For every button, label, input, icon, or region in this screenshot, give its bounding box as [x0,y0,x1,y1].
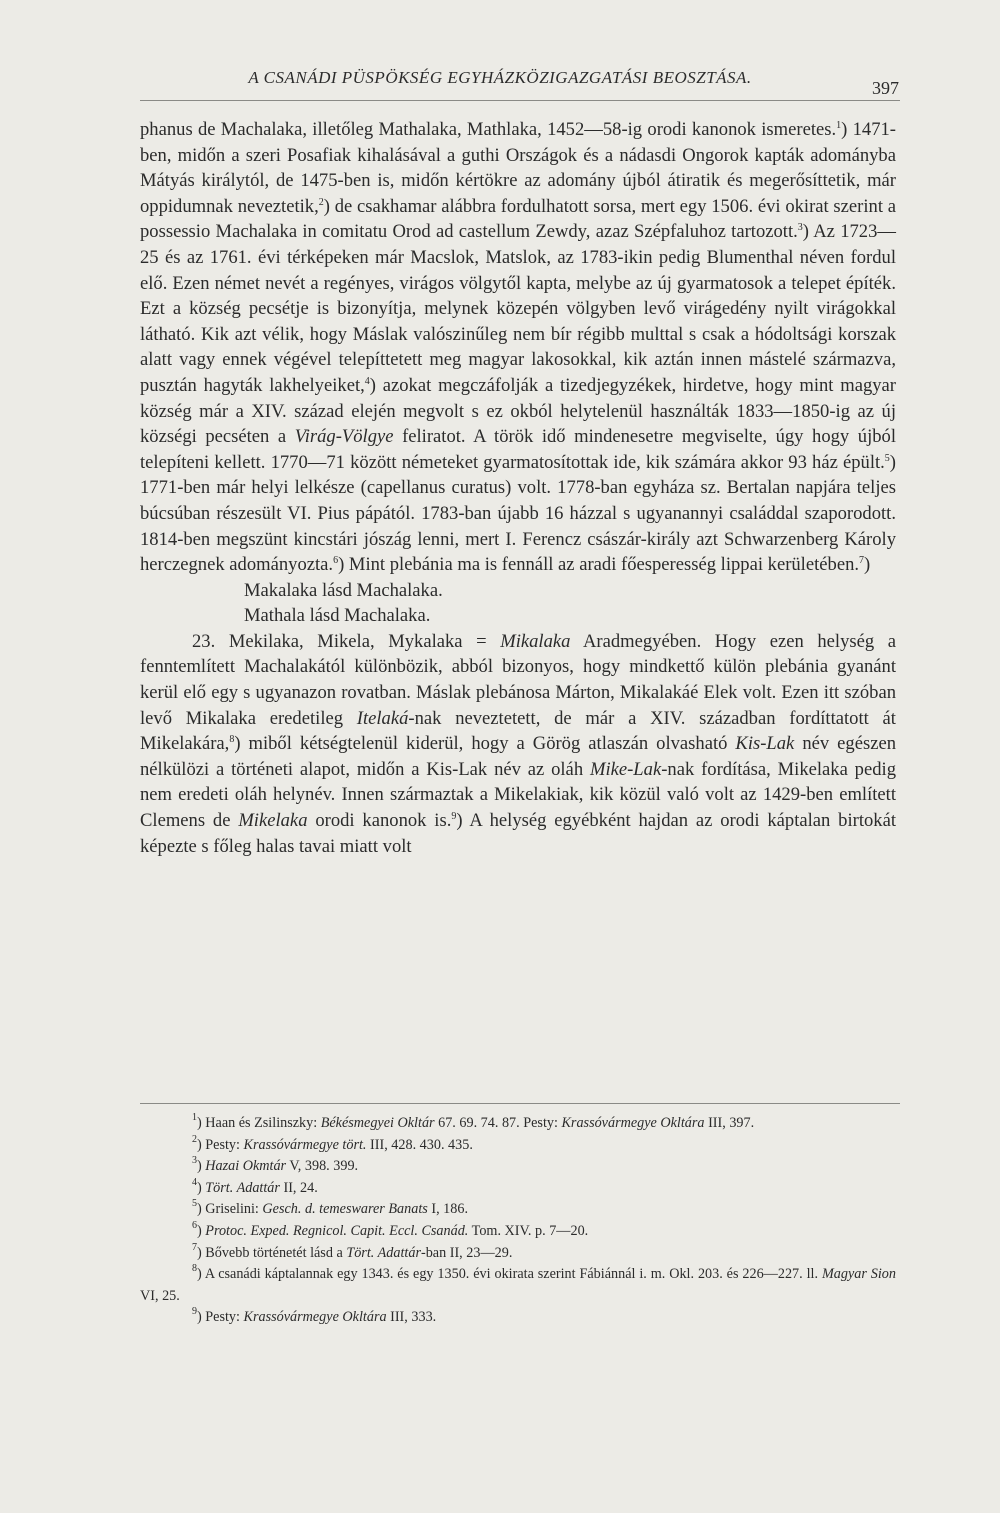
text-run: ) miből kétségtelenül kiderül, hogy a Görög atlaszán olvasható [234,733,736,755]
text-run: III, 397. [704,1115,755,1131]
footnote-marker: 4 [364,375,370,387]
italic-text: Virág-Völgye [294,426,394,448]
footnote-marker: 2 [192,1133,197,1145]
footnote-5 [140,1199,896,1221]
text-run: I, 186. [427,1201,468,1218]
text-run: ) A csanádi káptalannak egy 1343. és egy 1350. évi okirata szerint Fábiánnál i. m. Okl. 203. és 226—227. ll. [197,1266,822,1283]
footnote-marker: 3 [192,1155,197,1167]
text-run: III, 428. 430. 435. [366,1136,473,1153]
text-run: 23. Mekilaka, Mikela, Mykalaka = [192,630,501,652]
italic-text: Kis-Lak [735,733,795,755]
footnote-1 [140,1113,896,1135]
italic-text: Krassóvármegye Okltára [243,1309,387,1326]
text-run: ) A helység egyébként hajdan az orodi káptalan birtokát képezte s főleg halas tavai miatt volt [140,810,896,857]
italic-text: Krassóvármegye tört. [243,1136,367,1153]
footnote-marker: 3 [797,222,803,234]
text-run: VI, 25. [140,1287,180,1304]
footnote-marker: 1 [836,120,842,131]
text-run: -nak fordítása, Mikelaka pedig nem eredeti oláh helynév. Innen származtak a Mikelakiak, kik közül való volt az 1429-ben említett Clemens de [140,758,896,832]
footnote-7 [140,1243,896,1265]
footnote-8 [140,1264,896,1307]
footnote-marker: 6 [333,555,339,567]
footnote-6 [140,1221,896,1243]
footnote-3 [140,1156,896,1178]
text-run: ) de csakhamar alábbra fordulhatott sorsa, mert egy 1506. évi okirat szerint a possessio Machalaka in comitatu Orod ad castellum Zewdy, azaz Szépfaluhoz tartozott. [140,195,896,243]
paragraph-mikalaka [140,629,896,859]
header-rule [140,100,900,101]
text-run: -nak neveztetett, de már a XIV. században fordíttatott át Mikelakára, [140,707,896,755]
text-run: phanus de Machalaka, illetőleg Mathalaka, Mathlaka, 1452—58-ig orodi kanonok ismeretes. [140,119,837,140]
italic-text: Krassóvármegye Okltára [561,1115,705,1131]
footnote-marker: 5 [884,452,890,464]
text-run: ) 1471-ben, midőn a szeri Posafiak kihalásával a guthi Országok és a nádasdi Ongorok kapták adományba Mátyás királytól, de 1475-ben is, midőn kértökre az adomány újból átiratik és megerősíttetik, már oppidumnak neveztetik, [140,119,896,217]
text-run: ) 1771-ben már helyi lelkésze (capellanus curatus) volt. 1778-ban egyháza sz. Bertalan napjára teljes búcsúban részesült VI. Pius pápától. 1783-ban újabb 16 házzal s ugyanannyi családdal szaporodott. 1814-ben megszünt kincstári jószág lenni, mert I. Ferencz császár-király azt Schwarzenberg Károly herczegnek adományozta. [140,451,896,576]
italic-text: Mikelaka [238,810,308,832]
footnote-marker: 2 [318,196,324,208]
italic-text: Tört. Adattár [346,1244,421,1261]
italic-text: Mike-Lak [589,758,662,780]
text-run: ) [864,554,871,576]
text-run: feliratot. A török idő mindenesetre megviselte, úgy hogy újból telepíteni kellett. 1770—71 között németeket gyarmatosítottak ide, kik számára akkor 93 ház épült. [140,426,896,473]
footnote-marker: 7 [192,1241,197,1253]
footnote-marker: 9 [451,811,457,823]
text-run: ) Pesty: [197,1309,244,1326]
text-run: Aradmegyében. Hogy ezen helység a fenntemlített Machalakától különbözik, abból bizonyos, hogy mindkettő külön plebánia gyanánt kerül elő egy s ugyanazon rovatban. Máslak plebánosa Márton, Mikalakáé Elek volt. Ezen itt szóban levő Mikalaka eredetileg [140,630,896,729]
text-run: -ban II, 23—29. [420,1244,513,1261]
italic-text: Magyar Sion [821,1266,896,1283]
footnote-marker: 7 [859,555,865,567]
italic-text: Tört. Adattár [205,1179,280,1196]
footnote-2 [140,1135,896,1157]
paragraph-machalaka [140,117,896,578]
cross-reference-mathala: Mathala lásd Machalaka. [244,605,431,627]
footnote-rule [140,1103,900,1104]
italic-text: Gesch. d. temeswarer Banats [262,1201,428,1218]
main-text [140,117,896,859]
footnote-4 [140,1178,896,1200]
footnote-9 [140,1307,896,1329]
text-run: V, 398. 399. [286,1158,359,1175]
cross-reference-makalaka: Makalaka lásd Machalaka. [244,579,443,601]
text-run: 67. 69. 74. 87. Pesty: [434,1115,562,1131]
text-run: ) Haan és Zsilinszky: [197,1115,321,1131]
text-run: ) Pesty: [197,1136,244,1153]
footnote-marker: 6 [192,1219,197,1231]
text-run: III, 333. [386,1309,437,1326]
text-run: név egészen nélkülözi a történeti alapot, midőn a Kis-Lak név az oláh [140,733,897,780]
text-run: orodi kanonok is. [307,810,452,832]
text-run: ) Mint plebánia ma is fennáll az aradi főesperesség lippai kerületében. [338,554,860,576]
text-run: ) [197,1158,206,1175]
italic-text: Békésmegyei Okltár [320,1115,435,1131]
footnote-marker: 8 [229,734,235,746]
text-run: Tom. XIV. p. 7—20. [468,1222,589,1239]
page-number: 397 [872,78,899,98]
italic-text: Hazai Okmtár [205,1158,287,1175]
footnote-marker: 9 [192,1306,197,1318]
footnote-marker: 5 [192,1198,197,1210]
text-run: ) azokat megczáfolják a tizedjegyzékek, hirdetve, hogy mint magyar község már a XIV. század elején megvolt s ez okból helytelenül használták 1833—1850-ig az új községi pecséten a [140,374,896,448]
text-run: ) Bővebb történetét lásd a [197,1244,347,1261]
text-run: ) [197,1179,206,1196]
text-run: ) Az 1723—25 és az 1761. évi térképeken már Macslok, Matslok, az 1783-ikin pedig Blumenthal néven fordul elő. Ezen német nevét a regényes, virágos völgytől kapta, melybe az új gyarmatosok a telepet építék. Ezt a község pecsétje is bizonyítja, melynek közepén völgyben levő virágedény nyilt virágokkal látható. Kik azt vélik, hogy Máslak valószinűleg nem bír régibb multtal s csak a hódoltsági korszak alatt vagy ennek végével telepíttetett meg magyar lakosokkal, kik aztán innen mástelé származva, pusztán hagyták lakhelyeiket, [140,221,896,396]
text-run: ) Griselini: [197,1201,263,1218]
text-run: II, 24. [279,1179,318,1196]
footnotes [140,1113,896,1329]
running-title: A CSANÁDI PÜSPÖKSÉG EGYHÁZKÖZIGAZGATÁSI BEOSZTÁSA. [248,68,752,87]
italic-text: Protoc. Exped. Regnicol. Capit. Eccl. Csanád. [205,1222,469,1239]
text-run: ) [197,1222,206,1239]
footnote-marker: 8 [192,1263,197,1275]
italic-text: Itelaká [356,707,409,729]
footnote-marker: 4 [192,1176,197,1188]
footnote-marker: 1 [192,1112,197,1123]
italic-text: Mikalaka [500,630,571,652]
